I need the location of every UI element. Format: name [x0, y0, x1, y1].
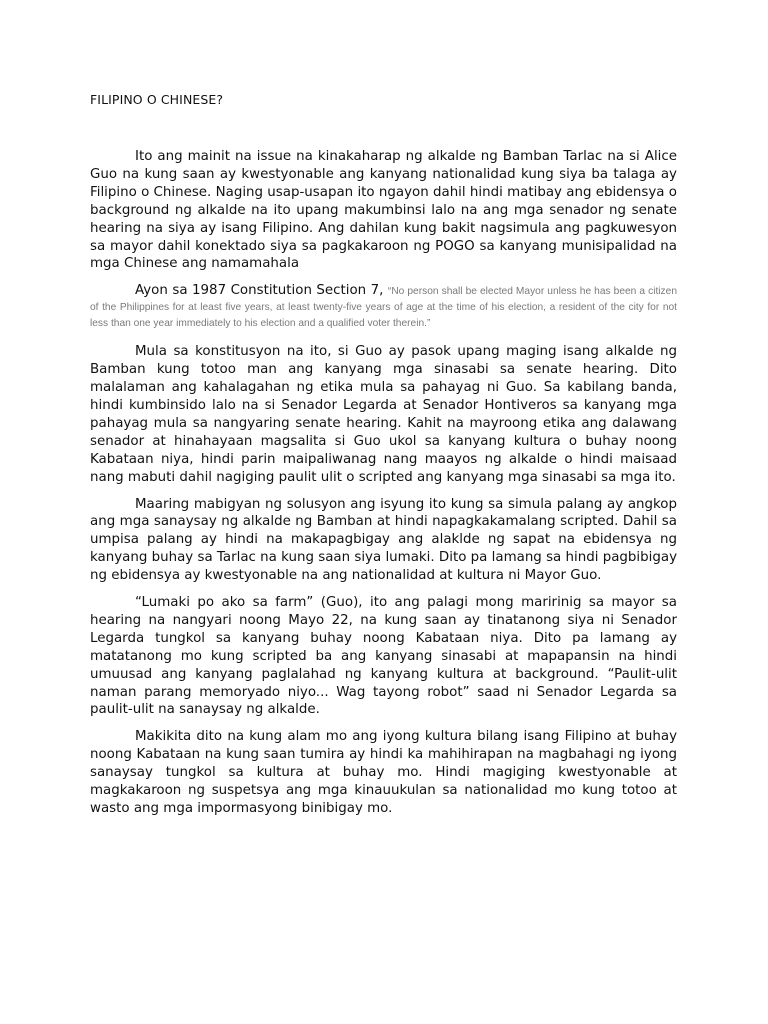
paragraph-constitution-quote: [90, 282, 677, 331]
paragraph-conclusion: Makikita dito na kung alam mo ang iyong kultura bilang isang Filipino at buhay noong Kabataan na kung saan tumira ay hindi ka mahihirapan na magbahagi ng iyong sanaysay tungkol sa kultura at buhay mo. Hindi magiging kwestyonable at magkakaroon ng suspetsya ang mga kinauukulan sa nationalidad mo kung totoo at wasto ang mga impormasyong binibigay mo.: [90, 729, 677, 816]
quote-lead: Ayon sa 1987 Constitution Section 7,: [135, 283, 388, 299]
document-title: FILIPINO O CHINESE?: [90, 92, 224, 107]
paragraph-intro: Ito ang mainit na issue na kinakaharap ng alkalde ng Bamban Tarlac na si Alice Guo na kung saan ay kwestyonable ang kanyang nationalidad kung siya ba talaga ay Filipino o Chinese. Naging usap-usapan ito ngayon dahil hindi matibay ang ebidensya o background ng alkalde na ito upang makumbinsi lalo na ang mga senador ng senate hearing na siya ay isang Filipino. Ang dahilan kung bakit nagsimula ang pagkuwesyon sa mayor dahil konektado siya sa pagkakaroon ng POGO sa kanyang munisipalidad na mga Chinese ang namamahala: [90, 149, 677, 272]
paragraph-analysis: Mula sa konstitusyon na ito, si Guo ay pasok upang maging isang alkalde ng Bamban kung totoo man ang kanyang mga sinasabi sa senate hearing. Dito malalaman ang kahalagahan ng etika mula sa pahayag ni Guo. Sa kabilang banda, hindi kumbinsido lalo na si Senador Legarda at Senador Hontiveros sa kanyang mga pahayag mula sa nangyaring senate hearing. Kahit na mayroong etika ang dalawang senador at hinahayaan magsalita si Guo ukol sa kanyang kultura o buhay noong Kabataan niya, hindi parin maipaliwanag nang maayos ng alkalde o hindi maisaad nang mabuti dahil nagiging paulit ulit o scripted ang kanyang mga sinasabi sa mga ito.: [90, 344, 677, 485]
paragraph-solution: Maaring mabigyan ng solusyon ang isyung ito kung sa simula palang ay angkop ang mga sanaysay ng alkalde ng Bamban at hindi napagkakamalang scripted. Dahil sa umpisa palang ay hindi na makapagbigay ang alaklde ng sapat na ebidensya ng kanyang buhay sa Tarlac na kung saan siya lumaki. Dito pa lamang sa hindi pagbibigay ng ebidensya ay kwestyonable na ang nationalidad at kultura ni Mayor Guo.: [90, 496, 677, 584]
constitution-quote: “No person shall be elected Mayor unless he has been a citizen of the Philippines for at least five years, at least twenty-five years of age at the time of his election, a resident of the city for not less than one year immediately to his election and a qualified voter therein.”: [90, 286, 677, 329]
document-body: [90, 148, 677, 827]
paragraph-hearing: “Lumaki po ako sa farm” (Guo), ito ang palagi mong maririnig sa mayor sa hearing na nangyari noong Mayo 22, na kung saan ay tinatanong siya ni Senador Legarda tungkol sa kanyang buhay noong Kabataan niya. Dito pa lamang ay matatanong mo kung scripted ba ang kanyang sinasabi at mapapansin na hindi umuusad ang kanyang paglalahad ng kanyang kultura at background. “Paulit-ulit naman parang memoryado niyo... Wag tayong robot” saad ni Senador Legarda sa paulit-ulit na sanaysay ng alkalde.: [90, 595, 677, 718]
